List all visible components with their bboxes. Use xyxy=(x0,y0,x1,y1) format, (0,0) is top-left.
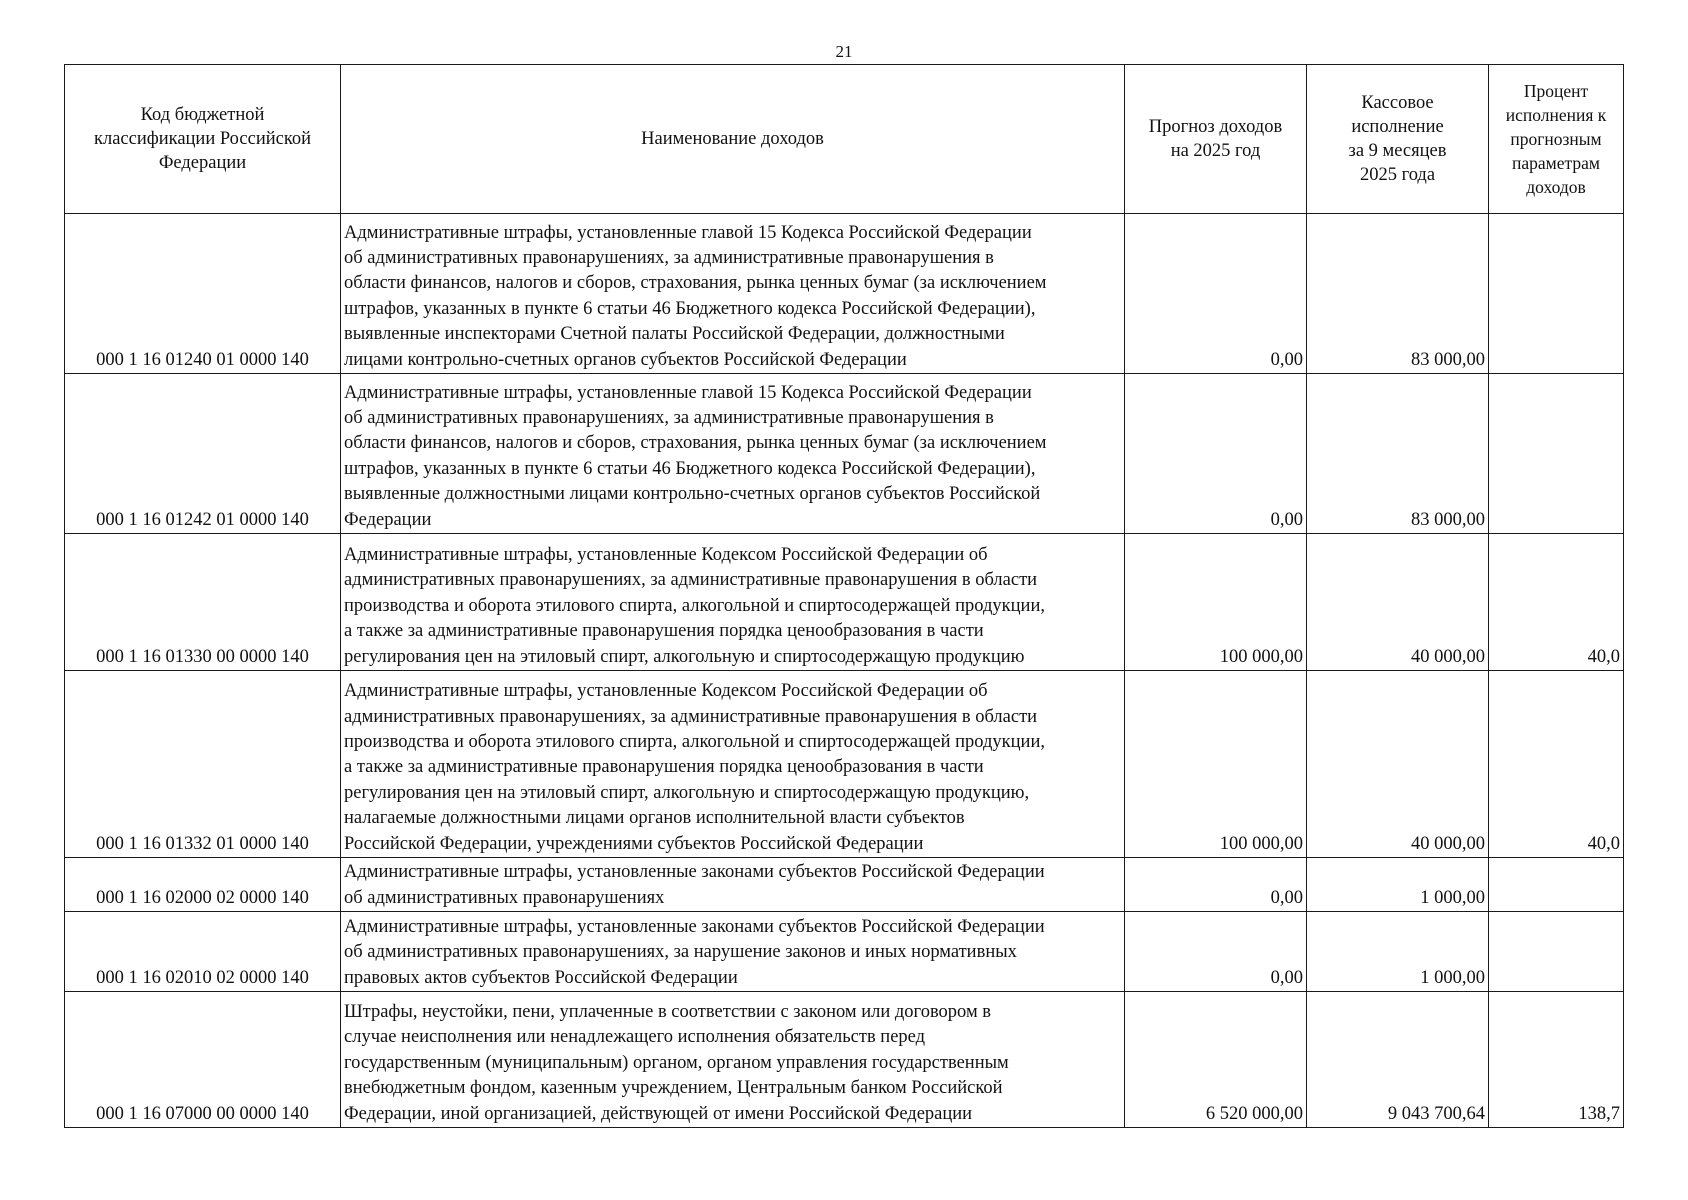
percent-cell xyxy=(1489,858,1624,912)
forecast-cell: 0,00 xyxy=(1125,858,1307,912)
forecast-cell: 0,00 xyxy=(1125,214,1307,374)
header-row xyxy=(65,65,1624,214)
budget-code-cell: 000 1 16 02010 02 0000 140 xyxy=(65,912,341,992)
table-body xyxy=(65,214,1624,1128)
forecast-cell: 100 000,00 xyxy=(1125,534,1307,671)
cash-execution-cell: 9 043 700,64 xyxy=(1307,992,1489,1128)
cash-execution-cell: 1 000,00 xyxy=(1307,912,1489,992)
revenue-name-cell: Административные штрафы, установленные главой 15 Кодекса Российской Федерации об административных правонарушениях, за административные правонарушения в области финансов, налогов и сборов, страхования, рынка ценных бумаг (за исключением штрафов, указанных в пункте 6 статьи 46 Бюджетного кодекса Российской Федерации), выявленные инспекторами Счетной палаты Российской Федерации, должностными лицами контрольно-счетных органов субъектов Российской Федерации xyxy=(341,214,1125,374)
header-code: Код бюджетной классификации Российской Федерации xyxy=(65,65,341,214)
budget-code-cell: 000 1 16 07000 00 0000 140 xyxy=(65,992,341,1128)
table-row xyxy=(65,534,1624,671)
cash-execution-cell: 40 000,00 xyxy=(1307,534,1489,671)
cash-execution-cell: 1 000,00 xyxy=(1307,858,1489,912)
page-number: 21 xyxy=(835,42,853,61)
cash-execution-cell: 40 000,00 xyxy=(1307,671,1489,858)
percent-cell xyxy=(1489,214,1624,374)
forecast-cell: 0,00 xyxy=(1125,374,1307,534)
budget-code-cell: 000 1 16 01330 00 0000 140 xyxy=(65,534,341,671)
percent-cell: 40,0 xyxy=(1489,534,1624,671)
header-name: Наименование доходов xyxy=(341,65,1125,214)
revenue-table xyxy=(64,64,1624,1128)
percent-cell xyxy=(1489,912,1624,992)
percent-cell xyxy=(1489,374,1624,534)
header-forecast: Прогноз доходов на 2025 год xyxy=(1125,65,1307,214)
forecast-cell: 100 000,00 xyxy=(1125,671,1307,858)
table-row xyxy=(65,374,1624,534)
percent-cell: 138,7 xyxy=(1489,992,1624,1128)
cash-execution-cell: 83 000,00 xyxy=(1307,374,1489,534)
table-row xyxy=(65,671,1624,858)
cash-execution-cell: 83 000,00 xyxy=(1307,214,1489,374)
revenue-name-cell: Административные штрафы, установленные Кодексом Российской Федерации об административных правонарушениях, за административные правонарушения в области производства и оборота этилового спирта, алкогольной и спиртосодержащей продукции, а также за административные правонарушения порядка ценообразования в части регулирования цен на этиловый спирт, алкогольную и спиртосодержащую продукцию, налагаемые должностными лицами органов исполнительной власти субъектов Российской Федерации, учреждениями субъектов Российской Федерации xyxy=(341,671,1125,858)
forecast-cell: 6 520 000,00 xyxy=(1125,992,1307,1128)
table-row xyxy=(65,858,1624,912)
budget-code-cell: 000 1 16 01332 01 0000 140 xyxy=(65,671,341,858)
budget-code-cell: 000 1 16 02000 02 0000 140 xyxy=(65,858,341,912)
table-header xyxy=(65,65,1624,214)
forecast-cell: 0,00 xyxy=(1125,912,1307,992)
revenue-name-cell: Административные штрафы, установленные законами субъектов Российской Федерации об административных правонарушениях, за нарушение законов и иных нормативных правовых актов субъектов Российской Федерации xyxy=(341,912,1125,992)
revenue-name-cell: Административные штрафы, установленные главой 15 Кодекса Российской Федерации об административных правонарушениях, за административные правонарушения в области финансов, налогов и сборов, страхования, рынка ценных бумаг (за исключением штрафов, указанных в пункте 6 статьи 46 Бюджетного кодекса Российской Федерации), выявленные должностными лицами контрольно-счетных органов субъектов Российской Федерации xyxy=(341,374,1125,534)
percent-cell: 40,0 xyxy=(1489,671,1624,858)
budget-code-cell: 000 1 16 01242 01 0000 140 xyxy=(65,374,341,534)
revenue-name-cell: Административные штрафы, установленные Кодексом Российской Федерации об административных правонарушениях, за административные правонарушения в области производства и оборота этилового спирта, алкогольной и спиртосодержащей продукции, а также за административные правонарушения порядка ценообразования в части регулирования цен на этиловый спирт, алкогольную и спиртосодержащую продукцию xyxy=(341,534,1125,671)
revenue-name-cell: Штрафы, неустойки, пени, уплаченные в соответствии с законом или договором в случае неисполнения или ненадлежащего исполнения обязательств перед государственным (муниципальным) органом, органом управления государственным внебюджетным фондом, казенным учреждением, Центральным банком Российской Федерации, иной организацией, действующей от имени Российской Федерации xyxy=(341,992,1125,1128)
table-row xyxy=(65,912,1624,992)
table-row xyxy=(65,214,1624,374)
header-cash-execution: Кассовое исполнение за 9 месяцев 2025 года xyxy=(1307,65,1489,214)
revenue-name-cell: Административные штрафы, установленные законами субъектов Российской Федерации об административных правонарушениях xyxy=(341,858,1125,912)
table-row xyxy=(65,992,1624,1128)
budget-code-cell: 000 1 16 01240 01 0000 140 xyxy=(65,214,341,374)
header-percent: Процент исполнения к прогнозным параметрам доходов xyxy=(1489,65,1624,214)
